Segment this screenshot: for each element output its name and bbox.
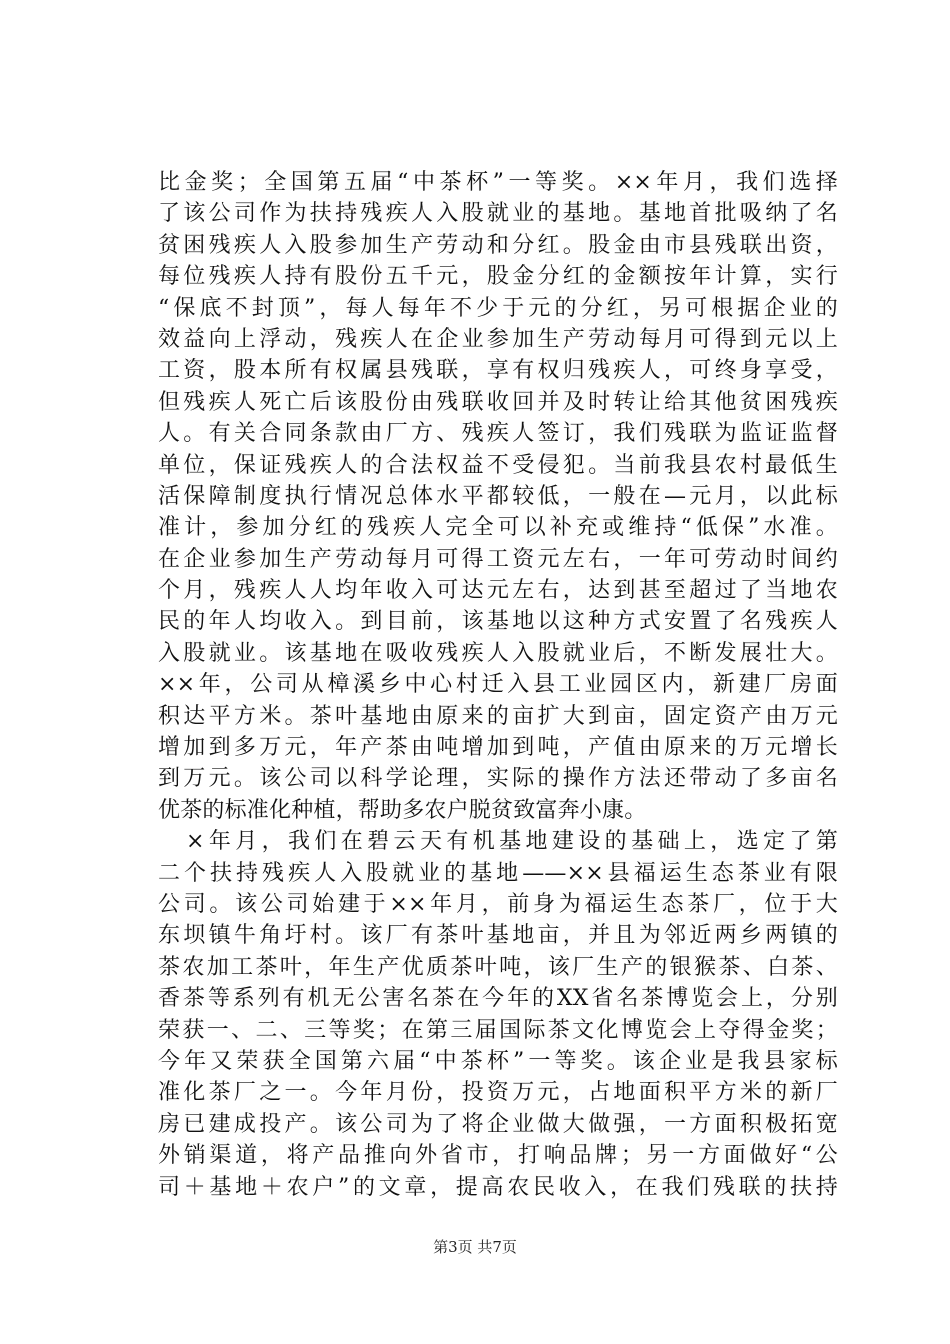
text-line: ××年，公司从樟溪乡中心村迁入县工业园区内，新建厂房面 <box>158 672 838 698</box>
text-line: 二个扶持残疾人入股就业的基地——××县福运生态茶业有限 <box>158 860 838 886</box>
text-line: 优茶的标准化种植，帮助多农户脱贫致富奔小康。 <box>158 797 647 823</box>
body-text <box>158 167 838 1203</box>
text-line: 司＋基地＋农户”的文章，提高农民收入，在我们残联的扶持 <box>158 1174 838 1200</box>
text-line: 活保障制度执行情况总体水平都较低，一般在—元月，以此标 <box>158 483 838 509</box>
text-line: 但残疾人死亡后该股份由残联收回并及时转让给其他贫困残疾 <box>158 389 838 415</box>
text-line: 入股就业。该基地在吸收残疾人入股就业后，不断发展壮大。 <box>158 640 838 666</box>
text-line: 荣获一、二、三等奖；在第三届国际茶文化博览会上夺得金奖； <box>158 1017 838 1043</box>
text-line: 积达平方米。茶叶基地由原来的亩扩大到亩，固定资产由万元 <box>158 703 838 729</box>
text-line: 贫困残疾人入股参加生产劳动和分红。股金由市县残联出资， <box>158 232 838 258</box>
text-line: 民的年人均收入。到目前，该基地以这种方式安置了名残疾人 <box>158 609 838 635</box>
text-line: 人。有关合同条款由厂方、残疾人签订，我们残联为监证监督 <box>158 421 838 447</box>
text-line: 公司。该公司始建于××年月，前身为福运生态茶厂，位于大 <box>158 891 838 917</box>
page-number: 第3页 共7页 <box>433 1238 517 1256</box>
text-line: 效益向上浮动，残疾人在企业参加生产劳动每月可得到元以上 <box>158 326 838 352</box>
page-footer <box>0 1237 950 1257</box>
text-line-paragraph-start: ×年月，我们在碧云天有机基地建设的基础上，选定了第 <box>186 829 838 855</box>
text-line: 每位残疾人持有股份五千元，股金分红的金额按年计算，实行 <box>158 264 838 290</box>
text-line: 工资，股本所有权属县残联，享有权归残疾人，可终身享受， <box>158 358 838 384</box>
text-line: 外销渠道，将产品推向外省市，打响品牌；另一方面做好“公 <box>158 1143 838 1169</box>
text-line: 了该公司作为扶持残疾人入股就业的基地。基地首批吸纳了名 <box>158 201 838 227</box>
text-line: 东坝镇牛角圩村。该厂有茶叶基地亩，并且为邻近两乡两镇的 <box>158 923 838 949</box>
text-line: 单位，保证残疾人的合法权益不受侵犯。当前我县农村最低生 <box>158 452 838 478</box>
text-line: 在企业参加生产劳动每月可得工资元左右，一年可劳动时间约 <box>158 546 838 572</box>
text-line: 比金奖；全国第五届“中茶杯”一等奖。××年月，我们选择 <box>158 170 838 195</box>
text-line: 到万元。该公司以科学论理，实际的操作方法还带动了多亩名 <box>158 766 838 792</box>
text-line: 增加到多万元，年产茶由吨增加到吨，产值由原来的万元增长 <box>158 735 838 761</box>
text-line: 今年又荣获全国第六届“中茶杯”一等奖。该企业是我县家标 <box>158 1048 838 1074</box>
text-line: 房已建成投产。该公司为了将企业做大做强，一方面积极拓宽 <box>158 1111 838 1137</box>
text-line: 个月，残疾人人均年收入可达元左右，达到甚至超过了当地农 <box>158 578 838 604</box>
text-line: 茶农加工茶叶，年生产优质茶叶吨，该厂生产的银猴茶、白茶、 <box>158 954 838 980</box>
text-line: 香茶等系列有机无公害名茶在今年的XX省名茶博览会上，分别 <box>158 986 838 1012</box>
text-line: 准化茶厂之一。今年月份，投资万元，占地面积平方米的新厂 <box>158 1080 838 1106</box>
text-line: “保底不封顶”，每人每年不少于元的分红，另可根据企业的 <box>158 295 838 321</box>
text-line: 准计，参加分红的残疾人完全可以补充或维持“低保”水准。 <box>158 515 838 541</box>
